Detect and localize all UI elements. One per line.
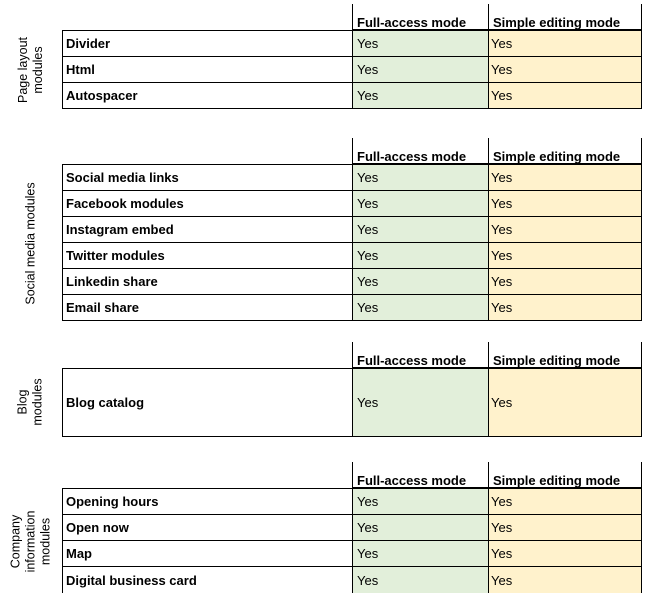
table-row (62, 489, 642, 515)
full-access-value: Yes (352, 295, 488, 320)
table-row (62, 217, 642, 243)
module-name: Open now (62, 515, 352, 540)
simple-editing-value: Yes (488, 165, 642, 190)
simple-editing-value: Yes (488, 191, 642, 216)
simple-editing-value: Yes (488, 83, 642, 108)
table-row (62, 31, 642, 57)
module-name: Opening hours (62, 489, 352, 514)
full-access-value: Yes (352, 83, 488, 108)
table-row (62, 295, 642, 321)
full-access-value: Yes (352, 191, 488, 216)
full-access-value: Yes (352, 541, 488, 566)
simple-editing-value: Yes (488, 31, 642, 56)
module-name: Social media links (62, 165, 352, 190)
table-row (62, 191, 642, 217)
module-name: Digital business card (62, 567, 352, 593)
table-row (62, 541, 642, 567)
full-access-value: Yes (352, 489, 488, 514)
section-label: Page layout modules (16, 36, 45, 104)
section-social-media (0, 138, 646, 322)
table-row (62, 83, 642, 109)
table-row (62, 515, 642, 541)
simple-editing-value: Yes (488, 567, 642, 593)
section-label: Blog modules (16, 378, 45, 426)
full-access-value: Yes (352, 31, 488, 56)
header-simple-editing: Simple editing mode (488, 342, 642, 368)
full-access-value: Yes (352, 567, 488, 593)
simple-editing-value: Yes (488, 217, 642, 242)
simple-editing-value: Yes (488, 243, 642, 268)
header-full-access: Full-access mode (352, 138, 488, 164)
header-simple-editing: Simple editing mode (488, 4, 642, 30)
module-name: Divider (62, 31, 352, 56)
table-row (62, 243, 642, 269)
module-name: Autospacer (62, 83, 352, 108)
full-access-value: Yes (352, 515, 488, 540)
module-table (62, 164, 642, 321)
simple-editing-value: Yes (488, 295, 642, 320)
simple-editing-value: Yes (488, 489, 642, 514)
section-label: Company information modules (8, 510, 53, 572)
module-name: Facebook modules (62, 191, 352, 216)
full-access-value: Yes (352, 217, 488, 242)
full-access-value: Yes (352, 369, 488, 436)
simple-editing-value: Yes (488, 369, 642, 436)
module-name: Map (62, 541, 352, 566)
simple-editing-value: Yes (488, 515, 642, 540)
module-table (62, 30, 642, 109)
table-row (62, 57, 642, 83)
module-name: Twitter modules (62, 243, 352, 268)
module-name: Email share (62, 295, 352, 320)
full-access-value: Yes (352, 243, 488, 268)
simple-editing-value: Yes (488, 57, 642, 82)
table-row (62, 369, 642, 437)
simple-editing-value: Yes (488, 541, 642, 566)
section-blog (0, 342, 646, 436)
module-table (62, 368, 642, 437)
section-page-layout (0, 4, 646, 110)
simple-editing-value: Yes (488, 269, 642, 294)
table-row (62, 165, 642, 191)
header-full-access: Full-access mode (352, 4, 488, 30)
header-simple-editing: Simple editing mode (488, 138, 642, 164)
module-name: Instagram embed (62, 217, 352, 242)
header-simple-editing: Simple editing mode (488, 462, 642, 488)
full-access-value: Yes (352, 57, 488, 82)
module-table (62, 488, 642, 593)
header-full-access: Full-access mode (352, 342, 488, 368)
section-label: Social media modules (23, 181, 38, 305)
table-row (62, 567, 642, 593)
full-access-value: Yes (352, 165, 488, 190)
table-row (62, 269, 642, 295)
section-company-information (0, 462, 646, 596)
module-name: Html (62, 57, 352, 82)
module-name: Linkedin share (62, 269, 352, 294)
header-full-access: Full-access mode (352, 462, 488, 488)
full-access-value: Yes (352, 269, 488, 294)
module-name: Blog catalog (62, 369, 352, 436)
